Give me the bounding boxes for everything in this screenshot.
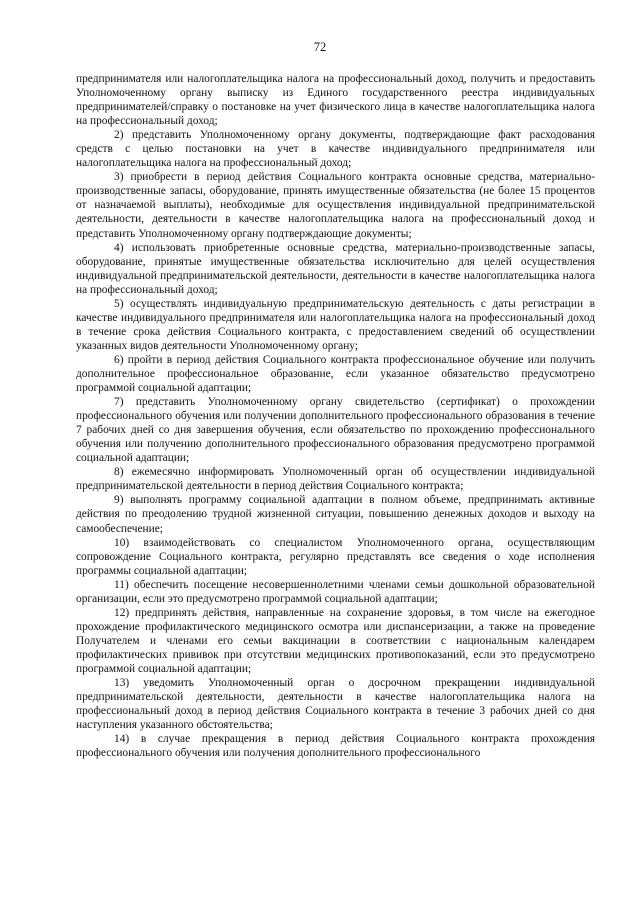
paragraph-item-13: 13) уведомить Уполномоченный орган о досрочном прекращении индивидуальной предпринимательской деятельности, деятельности в качестве налогоплательщика налога на профессиональный доход в период действия Социального контракта в течение 3 рабочих дней со дня наступления указанного обстоятельства; [76,677,595,732]
paragraph-continuation: предпринимателя или налогоплательщика налога на профессиональный доход, получить и предоставить Уполномоченному органу выписку из Единого государственного реестра индивидуальных предпринимателей/справку о постановке на учет физического лица в качестве налогоплательщика налога на профессиональный доход; [76,73,595,128]
paragraph-item-11: 11) обеспечить посещение несовершеннолетними членами семьи дошкольной образовательной организации, если это предусмотрено программой социальной адаптации; [76,578,595,605]
paragraph-item-9: 9) выполнять программу социальной адаптации в полном объеме, предпринимать активные действия по преодолению трудной жизненной ситуации, повышению денежных доходов и выходу на самообеспечение; [76,494,595,535]
paragraph-item-10: 10) взаимодействовать со специалистом Уполномоченного органа, осуществляющим сопровождение Социального контракта, регулярно представлять все сведения о ходе исполнения программы социальной адаптации; [76,536,595,577]
paragraph-item-3: 3) приобрести в период действия Социального контракта основные средства, материально-производственные запасы, оборудование, принять имущественные обязательства (не более 15 процентов от назначаемой выплаты), необходимые для осуществления индивидуальной предпринимательской деятельности, деятельности в качестве налогоплательщика налога на профессиональный доход и представить Уполномоченному органу подтверждающие документы; [76,171,595,240]
paragraph-item-14: 14) в случае прекращения в период действия Социального контракта прохождения профессионального обучения или получения дополнительного профессионального [76,733,595,760]
paragraph-item-12: 12) предпринять действия, направленные на сохранение здоровья, в том числе на ежегодное прохождение профилактического медицинского осмотра или диспансеризации, а также на проведение Получателем и членами его семьи вакцинации в соответствии с национальным календарем профилактических прививок при отсутствии медицинских противопоказаний, если это предусмотрено программой социальной адаптации; [76,606,595,675]
paragraph-item-8: 8) ежемесячно информировать Уполномоченный орган об осуществлении индивидуальной предпринимательской деятельности в период действия Социального контракта; [76,466,595,493]
paragraph-item-7: 7) представить Уполномоченному органу свидетельство (сертификат) о прохождении профессионального обучения или получении дополнительного профессионального образования в течение 7 рабочих дней со дня завершения обучения, если обязательство по прохождению профессионального обучения или получению дополнительного профессионального образования предусмотрено программой социальной адаптации; [76,396,595,465]
paragraph-item-4: 4) использовать приобретенные основные средства, материально-производственные запасы, оборудование, принятые имущественные обязательства исключительно для целей осуществления индивидуальной предпринимательской деятельности, деятельности в качестве налогоплательщика налога на профессиональный доход; [76,241,595,296]
paragraph-item-6: 6) пройти в период действия Социального контракта профессиональное обучение или получить дополнительное профессиональное образование, если указанное обязательство предусмотрено программой социальной адаптации; [76,353,595,395]
document-body [76,72,595,760]
paragraph-item-5: 5) осуществлять индивидуальную предпринимательскую деятельность с даты регистрации в качестве индивидуального предпринимателя или налогоплательщика налога на профессиональный доход в течение срока действия Социального контракта, с предоставлением сведений об осуществлении указанных видов деятельности Уполномоченному органу; [76,297,595,352]
page-number: 72 [313,40,327,54]
paragraph-item-2: 2) представить Уполномоченному органу документы, подтверждающие факт расходования средств с целью постановки на учет в качестве индивидуального предпринимателя или налогоплательщика налога на профессиональный доход; [76,129,595,170]
